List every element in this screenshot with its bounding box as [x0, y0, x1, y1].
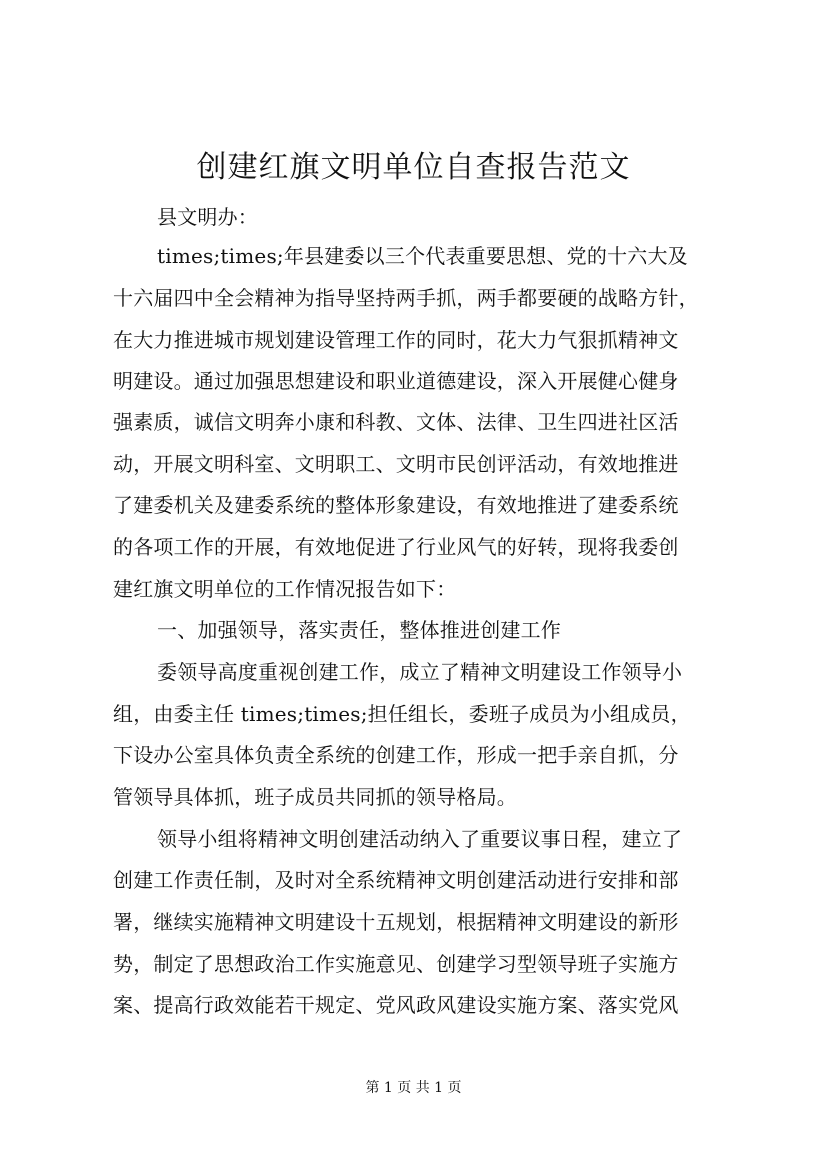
body-line: 委领导高度重视创建工作，成立了精神文明建设工作领导小 — [157, 660, 683, 684]
body-line: 了建委机关及建委系统的整体形象建设，有效地推进了建委系统 — [113, 493, 679, 517]
body-line: 领导小组将精神文明创建活动纳入了重要议事日程，建立了 — [157, 827, 683, 851]
body-line: 强素质，诚信文明奔小康和科教、文体、法律、卫生四进社区活 — [113, 410, 679, 434]
body-line: 明建设。通过加强思想建设和职业道德建设，深入开展健心健身 — [113, 369, 679, 393]
body-line: 管领导具体抓，班子成员共同抓的领导格局。 — [113, 785, 517, 809]
page-footer: 第 1 页 共 1 页 — [365, 1080, 462, 1096]
body-line: 在大力推进城市规划建设管理工作的同时，花大力气狠抓精神文 — [113, 328, 679, 352]
salutation-line: 县文明办： — [157, 205, 258, 229]
body-line: 十六届四中全会精神为指导坚持两手抓，两手都要硬的战略方针， — [113, 286, 699, 310]
body-line: 组，由委主任 times;times;担任组长，委班子成员为小组成员， — [113, 702, 691, 726]
body-line: 创建工作责任制，及时对全系统精神文明创建活动进行安排和部 — [113, 868, 679, 892]
body-line: 的各项工作的开展，有效地促进了行业风气的好转，现将我委创 — [113, 535, 679, 559]
section-heading: 一、加强领导，落实责任，整体推进创建工作 — [157, 618, 561, 642]
document-title: 创建红旗文明单位自查报告范文 — [196, 150, 631, 185]
body-line: 下设办公室具体负责全系统的创建工作，形成一把手亲自抓，分 — [113, 743, 679, 767]
body-line: 署，继续实施精神文明建设十五规划，根据精神文明建设的新形 — [113, 910, 679, 934]
body-line: 势，制定了思想政治工作实施意见、创建学习型领导班子实施方 — [113, 952, 679, 976]
body-line: 建红旗文明单位的工作情况报告如下： — [113, 577, 457, 601]
body-line: 动，开展文明科室、文明职工、文明市民创评活动，有效地推进 — [113, 452, 679, 476]
body-line: 案、提高行政效能若干规定、党风政风建设实施方案、落实党风 — [113, 993, 679, 1017]
body-line: times;times;年县建委以三个代表重要思想、党的十六大及 — [157, 244, 688, 268]
